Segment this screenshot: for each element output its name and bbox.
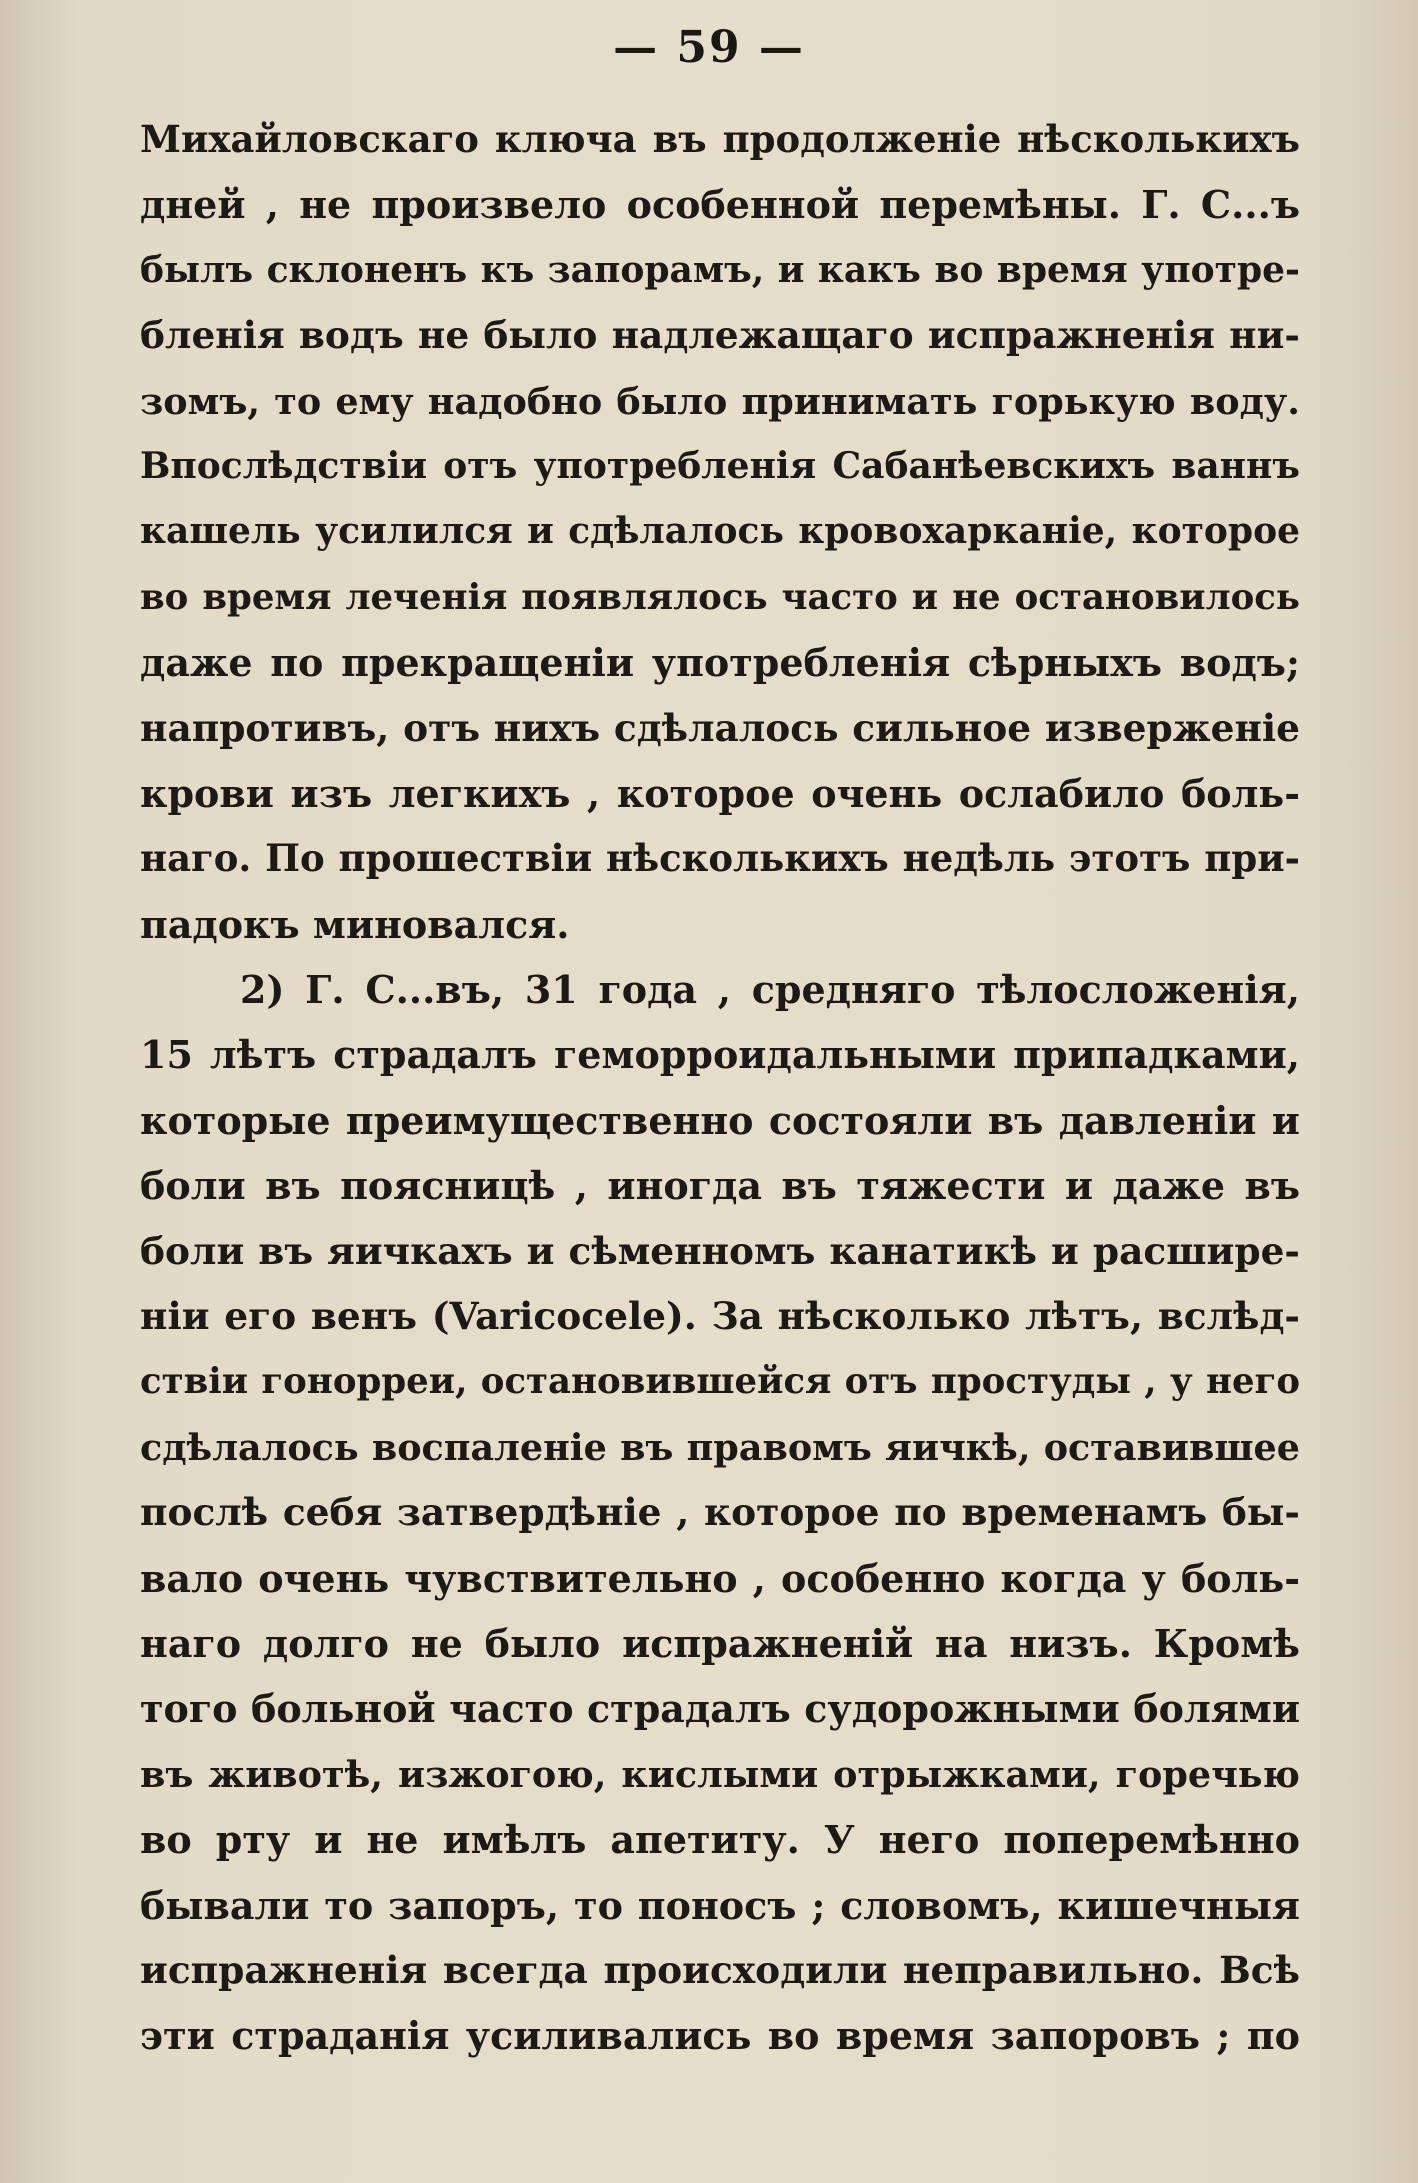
text-line: Михайловскаго ключа въ продолженіе нѣсколькихъ [140,117,1300,161]
text-line: даже по прекращеніи употребленія сѣрныхъ водъ; [140,640,1300,686]
text-line: вало очень чувствительно , особенно когда у боль- [140,1555,1300,1601]
paragraph-end-line: падокъ миновался. [140,901,570,947]
text-line: кашель усилился и сдѣлалось кровохарканіе, которое [140,510,1300,553]
text-line: былъ склоненъ къ запорамъ, и какъ во время употре- [140,248,1300,291]
text-line: 15 лѣтъ страдалъ геморроидальными припадками, [140,1032,1300,1078]
text-line: которые преимущественно состояли въ давленіи и [140,1097,1300,1143]
text-line: эти страданія усиливались во время запоровъ ; по [140,2013,1300,2059]
text-line: наго долго не было испражненій на низъ. Кромѣ [140,1620,1300,1666]
page-number: — 59 — [613,22,805,73]
text-line: бывали то запоръ, то поносъ ; словомъ, кишечныя [140,1882,1300,1928]
text-line: во время леченія появлялось часто и не остановилось [140,576,1300,618]
text-line: наго. По прошествіи нѣсколькихъ недѣль этотъ при- [140,836,1300,881]
text-line: въ животѣ, изжогою, кислыми отрыжками, горечью [140,1752,1300,1796]
text-line: боли въ яичкахъ и сѣменномъ канатикѣ и расшире- [140,1228,1300,1273]
text-line: бленія водъ не было надлежащаго испражненія ни- [140,313,1300,358]
paragraph-start-line: 2) Г. С...въ, 31 года , средняго тѣлосложенія, [240,967,1300,1013]
text-line: во рту и не имѣлъ апетиту. У него поперемѣнно [140,1817,1300,1863]
text-line: сдѣлалось воспаленіе въ правомъ яичкѣ, оставившее [140,1425,1300,1469]
text-line: дней , не произвело особенной перемѣны. Г. С...ъ [140,182,1300,228]
text-line: крови изъ легкихъ , которое очень ослабило боль- [140,770,1300,816]
text-line: ніи его венъ (Varicocele). За нѣсколько лѣтъ, вслѣд- [140,1294,1300,1339]
text-line: Впослѣдствіи отъ употребленія Сабанѣевскихъ ваннъ [140,444,1300,487]
page-body-text [140,107,1300,2069]
text-line: испражненія всегда происходили неправильно. Всѣ [140,1947,1300,1992]
text-line: напротивъ, отъ нихъ сдѣлалось сильное изверженіе [140,705,1300,750]
text-line: того больной часто страдалъ судорожными болями [140,1686,1300,1732]
text-line: ствіи гонорреи, остановившейся отъ простуды , у него [140,1361,1300,1403]
text-line: зомъ, то ему надобно было принимать горькую воду. [140,379,1300,423]
text-line: послѣ себя затвердѣніе , которое по временамъ бы- [140,1490,1300,1535]
text-line: боли въ поясницѣ , иногда въ тяжести и даже въ [140,1163,1300,1209]
